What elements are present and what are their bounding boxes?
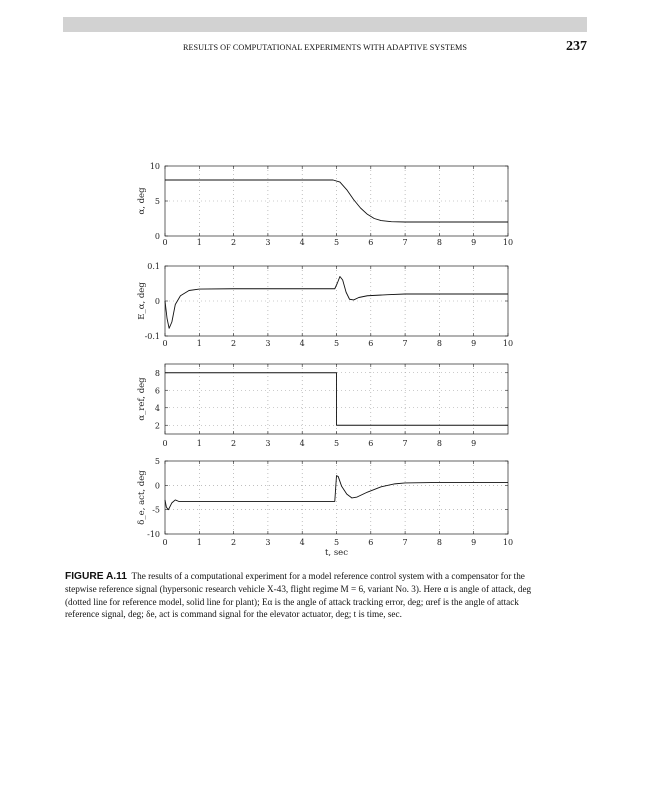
y-tick-label: 5 xyxy=(154,457,160,466)
x-tick-label: 1 xyxy=(196,439,202,448)
y-tick-label: 0 xyxy=(154,232,160,241)
y-tick-label: 6 xyxy=(154,386,160,396)
x-tick-label: 2 xyxy=(231,339,237,348)
y-tick-label: 0 xyxy=(154,481,160,491)
x-tick-label: 4 xyxy=(299,339,305,348)
x-tick-label: 9 xyxy=(471,538,477,547)
x-tick-label: 6 xyxy=(368,339,374,348)
x-tick-label: 8 xyxy=(436,538,442,547)
x-tick-label: 0 xyxy=(162,538,168,547)
x-tick-label: 10 xyxy=(502,339,514,348)
x-tick-label: 0 xyxy=(162,339,168,348)
x-tick-label: 7 xyxy=(402,238,408,247)
x-tick-label: 4 xyxy=(299,538,305,547)
x-tick-label: 4 xyxy=(299,238,305,247)
x-tick-label: 9 xyxy=(471,339,477,348)
x-tick-label: 10 xyxy=(502,538,514,547)
x-tick-label: 8 xyxy=(436,439,442,448)
x-tick-label: 6 xyxy=(368,439,374,448)
y-axis-label: α_ref, deg xyxy=(137,377,147,421)
x-tick-label: 5 xyxy=(333,439,340,448)
x-tick-label: 5 xyxy=(333,538,340,547)
x-tick-label: 9 xyxy=(471,439,477,448)
x-tick-label: 1 xyxy=(196,538,202,547)
series-line xyxy=(165,476,508,510)
y-tick-label: 0.1 xyxy=(147,262,160,271)
x-tick-label: 1 xyxy=(196,339,202,348)
y-axis-label: δ_e, act, deg xyxy=(137,470,147,525)
caption-line-4: reference signal, deg; δe, act is command signal for the elevator actuator, deg; t is time, sec. xyxy=(65,608,402,619)
series-line xyxy=(165,373,508,426)
x-tick-label: 2 xyxy=(231,439,237,448)
y-tick-label: -0.1 xyxy=(144,332,160,341)
figure-caption xyxy=(65,570,587,620)
x-tick-label: 7 xyxy=(402,538,408,547)
caption-line-3: (dotted line for reference model, solid line for plant); Eα is the angle of attack tracking error, deg; αref is the angle of attack xyxy=(65,596,519,607)
y-tick-label: -10 xyxy=(147,530,160,539)
y-tick-label: 4 xyxy=(154,403,160,413)
x-tick-label: 10 xyxy=(502,238,514,247)
x-tick-label: 9 xyxy=(471,238,477,247)
y-axis-label: E_α, deg xyxy=(137,282,147,320)
x-tick-label: 8 xyxy=(436,339,442,348)
caption-line-1: FIGURE A.11 The results of a computational experiment for a model reference control system with a compensator for the xyxy=(65,571,525,582)
y-tick-label: 8 xyxy=(154,368,160,378)
x-tick-label: 8 xyxy=(436,238,442,247)
x-tick-label: 2 xyxy=(231,238,237,247)
x-tick-label: 6 xyxy=(368,538,374,547)
x-tick-label: 2 xyxy=(231,538,237,547)
page-number: 237 xyxy=(566,39,587,54)
x-tick-label: 6 xyxy=(368,238,374,247)
y-tick-label: 5 xyxy=(154,197,160,206)
x-axis-label: t, sec xyxy=(325,548,348,558)
caption-line-2: stepwise reference signal (hypersonic research vehicle X-43, flight regime M = 6, variant No. 3). Here α is angle of attack, deg xyxy=(65,584,532,595)
x-tick-label: 0 xyxy=(162,439,168,448)
x-tick-label: 3 xyxy=(265,439,271,448)
y-tick-label: 10 xyxy=(149,162,160,171)
y-tick-label: -5 xyxy=(152,505,160,515)
y-tick-label: 0 xyxy=(154,297,160,306)
x-tick-label: 7 xyxy=(402,339,408,348)
x-tick-label: 7 xyxy=(402,439,408,448)
running-title: RESULTS OF COMPUTATIONAL EXPERIMENTS WITH ADAPTIVE SYSTEMS xyxy=(183,43,467,52)
x-tick-label: 3 xyxy=(265,339,271,348)
x-tick-label: 5 xyxy=(333,339,340,348)
x-tick-label: 3 xyxy=(265,538,271,547)
x-tick-label: 1 xyxy=(196,238,202,247)
x-tick-label: 3 xyxy=(265,238,271,247)
plot-frame xyxy=(165,166,508,236)
x-tick-label: 4 xyxy=(299,439,305,448)
plot-frame xyxy=(165,266,508,336)
x-tick-label: 5 xyxy=(333,238,340,247)
y-axis-label: α, deg xyxy=(137,187,147,215)
x-tick-label: 0 xyxy=(162,238,168,247)
y-tick-label: 2 xyxy=(154,421,160,431)
caption-label: FIGURE A.11 xyxy=(65,571,127,582)
